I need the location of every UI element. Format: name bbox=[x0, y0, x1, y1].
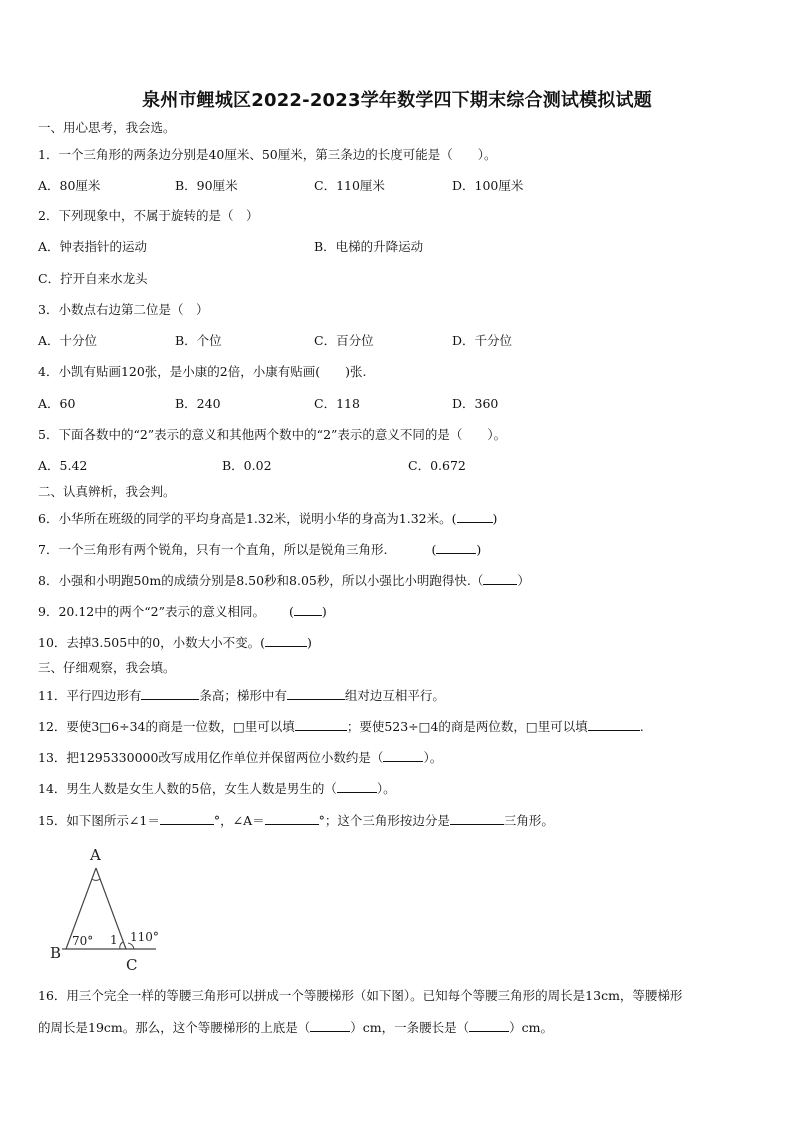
q1-option-b: B．90厘米 bbox=[175, 178, 238, 193]
q4-option-d: D．360 bbox=[452, 396, 499, 411]
q1-option-a: A．80厘米 bbox=[38, 178, 101, 193]
q3-option-b: B．个位 bbox=[175, 333, 222, 348]
q16-blank-1[interactable] bbox=[310, 1019, 350, 1032]
question-12 bbox=[38, 718, 644, 735]
question-8 bbox=[38, 572, 530, 589]
q8-close: ） bbox=[517, 573, 530, 588]
q5-option-b: B．0.02 bbox=[222, 458, 272, 473]
q2-option-b: B．电梯的升降运动 bbox=[314, 239, 424, 254]
question-14 bbox=[38, 780, 396, 797]
q4-option-b: B．240 bbox=[175, 396, 221, 411]
q4-option-a: A．60 bbox=[38, 396, 76, 411]
section-heading-2: 二、认真辨析，我会判。 bbox=[38, 484, 176, 499]
angle-a-arc bbox=[92, 879, 100, 881]
q13-part-b: ）。 bbox=[423, 750, 443, 765]
q7-answer-blank[interactable] bbox=[436, 541, 476, 554]
q5-option-c: C．0.672 bbox=[408, 458, 466, 473]
question-5: 5．下面各数中的“2”表示的意义和其他两个数中的“2”表示的意义不同的是（ ）。 bbox=[38, 427, 507, 442]
q5-option-a: A．5.42 bbox=[38, 458, 88, 473]
q2-option-c: C．拧开自来水龙头 bbox=[38, 271, 148, 286]
q14-part-b: ）。 bbox=[376, 781, 396, 796]
q9-open: ( bbox=[288, 604, 294, 619]
q11-part-b: 条高；梯形中有 bbox=[199, 688, 287, 703]
question-6 bbox=[38, 510, 497, 527]
q11-part-c: 组对边互相平行。 bbox=[344, 688, 445, 703]
question-9 bbox=[38, 603, 327, 620]
vertex-label-b: B bbox=[50, 944, 62, 962]
page-title: 泉州市鲤城区2022-2023学年数学四下期末综合测试模拟试题 bbox=[142, 90, 652, 111]
q16-blank-2[interactable] bbox=[469, 1019, 509, 1032]
q8-text: 8．小强和小明跑50m的成绩分别是8.50秒和8.05秒，所以小强比小明跑得快.（ bbox=[38, 573, 484, 588]
question-13 bbox=[38, 749, 442, 766]
q11-blank-2[interactable] bbox=[287, 687, 345, 700]
q15-blank-3[interactable] bbox=[450, 812, 504, 825]
q7-close: ) bbox=[476, 542, 482, 557]
q2-option-a: A．钟表指针的运动 bbox=[38, 239, 148, 254]
question-16-line-2 bbox=[38, 1019, 553, 1036]
q9-close: ) bbox=[321, 604, 327, 619]
q13-blank[interactable] bbox=[383, 749, 423, 762]
vertex-label-c: C bbox=[126, 956, 138, 974]
triangle-figure bbox=[48, 842, 178, 978]
q15-blank-2[interactable] bbox=[265, 812, 319, 825]
q7-open: ( bbox=[431, 542, 437, 557]
question-11 bbox=[38, 687, 445, 704]
question-2: 2．下列现象中，不属于旋转的是（ ） bbox=[38, 208, 259, 223]
angle-b-label: 70° bbox=[72, 934, 94, 948]
vertex-label-a: A bbox=[90, 846, 101, 864]
q14-blank[interactable] bbox=[337, 780, 377, 793]
q10-text: 10．去掉3.505中的0，小数大小不变。( bbox=[38, 635, 266, 650]
question-10 bbox=[38, 634, 312, 651]
angle-ext-label: 110° bbox=[130, 930, 159, 944]
q13-part-a: 13．把1295330000改写成用亿作单位并保留两位小数约是（ bbox=[38, 750, 384, 765]
q12-blank-2[interactable] bbox=[588, 718, 640, 731]
q4-option-c: C．118 bbox=[314, 396, 360, 411]
q12-part-b: ；要使523÷□4的商是两位数，□里可以填 bbox=[346, 719, 588, 734]
q15-part-a: 15．如下图所示∠1＝ bbox=[38, 813, 160, 828]
question-4: 4．小凯有贴画120张，是小康的2倍，小康有贴画( )张. bbox=[38, 364, 367, 379]
section-heading-1: 一、用心思考，我会选。 bbox=[38, 120, 176, 135]
q3-option-d: D．千分位 bbox=[452, 333, 513, 348]
q8-answer-blank[interactable] bbox=[483, 572, 517, 585]
q15-blank-1[interactable] bbox=[160, 812, 214, 825]
q9-answer-blank[interactable] bbox=[294, 603, 322, 616]
q3-option-a: A．十分位 bbox=[38, 333, 98, 348]
question-7 bbox=[38, 541, 481, 558]
q15-part-d: 三角形。 bbox=[503, 813, 554, 828]
q16-part-c: ）cm。 bbox=[509, 1020, 553, 1035]
q12-blank-1[interactable] bbox=[295, 718, 347, 731]
q14-part-a: 14．男生人数是女生人数的5倍，女生人数是男生的（ bbox=[38, 781, 337, 796]
q15-part-b: °，∠A＝ bbox=[213, 813, 265, 828]
q16-part-b: ）cm，一条腰长是（ bbox=[350, 1020, 470, 1035]
q12-part-a: 12．要使3□6÷34的商是一位数，□里可以填 bbox=[38, 719, 295, 734]
q1-option-c: C．110厘米 bbox=[314, 178, 385, 193]
q6-answer-blank[interactable] bbox=[457, 510, 493, 523]
q16-part-a: 的周长是19cm。那么，这个等腰梯形的上底是（ bbox=[38, 1020, 311, 1035]
q6-close: ) bbox=[492, 511, 498, 526]
q10-answer-blank[interactable] bbox=[265, 634, 307, 647]
q11-part-a: 11．平行四边形有 bbox=[38, 688, 142, 703]
q12-part-c: . bbox=[639, 719, 644, 734]
q3-option-c: C．百分位 bbox=[314, 333, 374, 348]
q6-text: 6．小华所在班级的同学的平均身高是1.32米，说明小华的身高为1.32米。( bbox=[38, 511, 457, 526]
q15-part-c: °；这个三角形按边分是 bbox=[318, 813, 450, 828]
question-3: 3．小数点右边第二位是（ ） bbox=[38, 302, 209, 317]
question-1: 1．一个三角形的两条边分别是40厘米、50厘米，第三条边的长度可能是（ ）。 bbox=[38, 147, 497, 162]
question-16-line-1: 16．用三个完全一样的等腰三角形可以拼成一个等腰梯形（如下图）。已知每个等腰三角形的周长是13cm，等腰梯形 bbox=[38, 988, 683, 1003]
q1-option-d: D．100厘米 bbox=[452, 178, 524, 193]
q9-text: 9．20.12中的两个“2”表示的意义相同。 bbox=[38, 604, 265, 619]
angle-1-arc bbox=[120, 942, 123, 949]
angle-1-label: 1 bbox=[110, 933, 118, 947]
question-15 bbox=[38, 812, 554, 829]
section-heading-3: 三、仔细观察，我会填。 bbox=[38, 660, 176, 675]
q11-blank-1[interactable] bbox=[141, 687, 199, 700]
q10-close: ) bbox=[307, 635, 312, 650]
q7-text: 7．一个三角形有两个锐角，只有一个直角，所以是锐角三角形. bbox=[38, 542, 388, 557]
